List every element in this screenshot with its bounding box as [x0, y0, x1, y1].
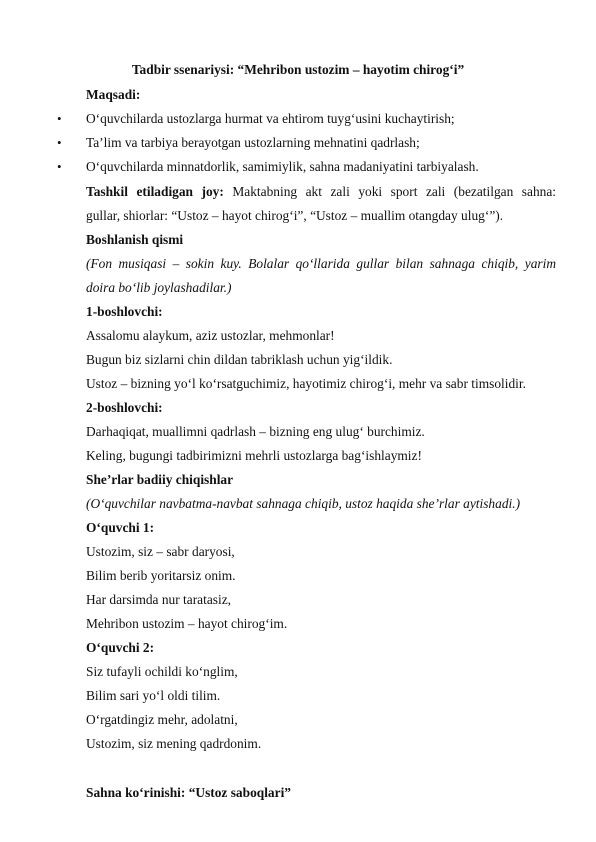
poem-line: Ustozim, siz mening qadrdonim.: [86, 736, 262, 751]
student2-label: O‘quvchi 2:: [86, 640, 155, 655]
host2-line: Keling, bugungi tadbirimizni mehrli ustozlarga bag‘ishlaymiz!: [86, 448, 422, 463]
section-scene-heading: Sahna ko‘rinishi: “Ustoz saboqlari”: [86, 785, 291, 800]
poem-line: Bilim berib yoritarsiz onim.: [86, 568, 236, 583]
host1-line: Ustoz – bizning yo‘l ko‘rsatguchimiz, hayotimiz chirog‘i, mehr va sabr timsolidir.: [86, 376, 526, 391]
venue-line-2: gullar, shiorlar: “Ustoz – hayot chirog‘i”, “Ustoz – muallim otangday ulug‘”).: [86, 208, 504, 223]
poem-line: Siz tufayli ochildi ko‘nglim,: [86, 664, 238, 679]
poem-line: Ustozim, siz – sabr daryosi,: [86, 544, 235, 559]
venue-line-1: [86, 184, 556, 200]
stage-note: (Fon musiqasi – sokin kuy. Bolalar qo‘llarida gullar bilan sahnaga chiqib, yarim: [86, 256, 556, 271]
stage-note: (O‘quvchilar navbatma-navbat sahnaga chiqib, ustoz haqida she’rlar aytishadi.): [86, 496, 521, 511]
section-start-heading: Boshlanish qismi: [86, 232, 184, 247]
poem-line: Har darsimda nur taratasiz,: [86, 592, 232, 607]
bullet-dot-icon: •: [57, 111, 62, 126]
goals-heading: Maqsadi:: [86, 87, 141, 102]
poem-line: Bilim sari yo‘l oldi tilim.: [86, 688, 221, 703]
host2-line: Darhaqiqat, muallimni qadrlash – bizning eng ulug‘ burchimiz.: [86, 424, 425, 439]
goal-item: O‘quvchilarda ustozlarga hurmat va ehtirom tuyg‘usini kuchaytirish;: [86, 111, 455, 126]
host1-line: Assalomu alaykum, aziz ustozlar, mehmonlar!: [86, 328, 335, 343]
goal-item: Ta’lim va tarbiya berayotgan ustozlarning mehnatini qadrlash;: [86, 135, 420, 150]
host1-label: 1-boshlovchi:: [86, 304, 163, 319]
section-poems-heading: She’rlar badiiy chiqishlar: [86, 472, 234, 487]
bullet-dot-icon: •: [57, 135, 62, 150]
venue-label: Tashkil etiladigan joy:: [86, 184, 224, 199]
bullet-dot-icon: •: [57, 159, 62, 174]
goal-item: O‘quvchilarda minnatdorlik, samimiylik, sahna madaniyatini tarbiyalash.: [86, 159, 479, 174]
poem-line: Mehribon ustozim – hayot chirog‘im.: [86, 616, 288, 631]
document-title: Tadbir ssenariysi: “Mehribon ustozim – hayotim chirog‘i”: [131, 62, 465, 77]
host1-line: Bugun biz sizlarni chin dildan tabriklash uchun yig‘ildik.: [86, 352, 393, 367]
host2-label: 2-boshlovchi:: [86, 400, 163, 415]
poem-line: O‘rgatdingiz mehr, adolatni,: [86, 712, 238, 727]
venue-text: Maktabning akt zali yoki sport zali (bezatilgan sahna:: [232, 184, 557, 199]
student1-label: O‘quvchi 1:: [86, 520, 155, 535]
stage-note: doira bo‘lib joylashadilar.): [86, 280, 232, 295]
